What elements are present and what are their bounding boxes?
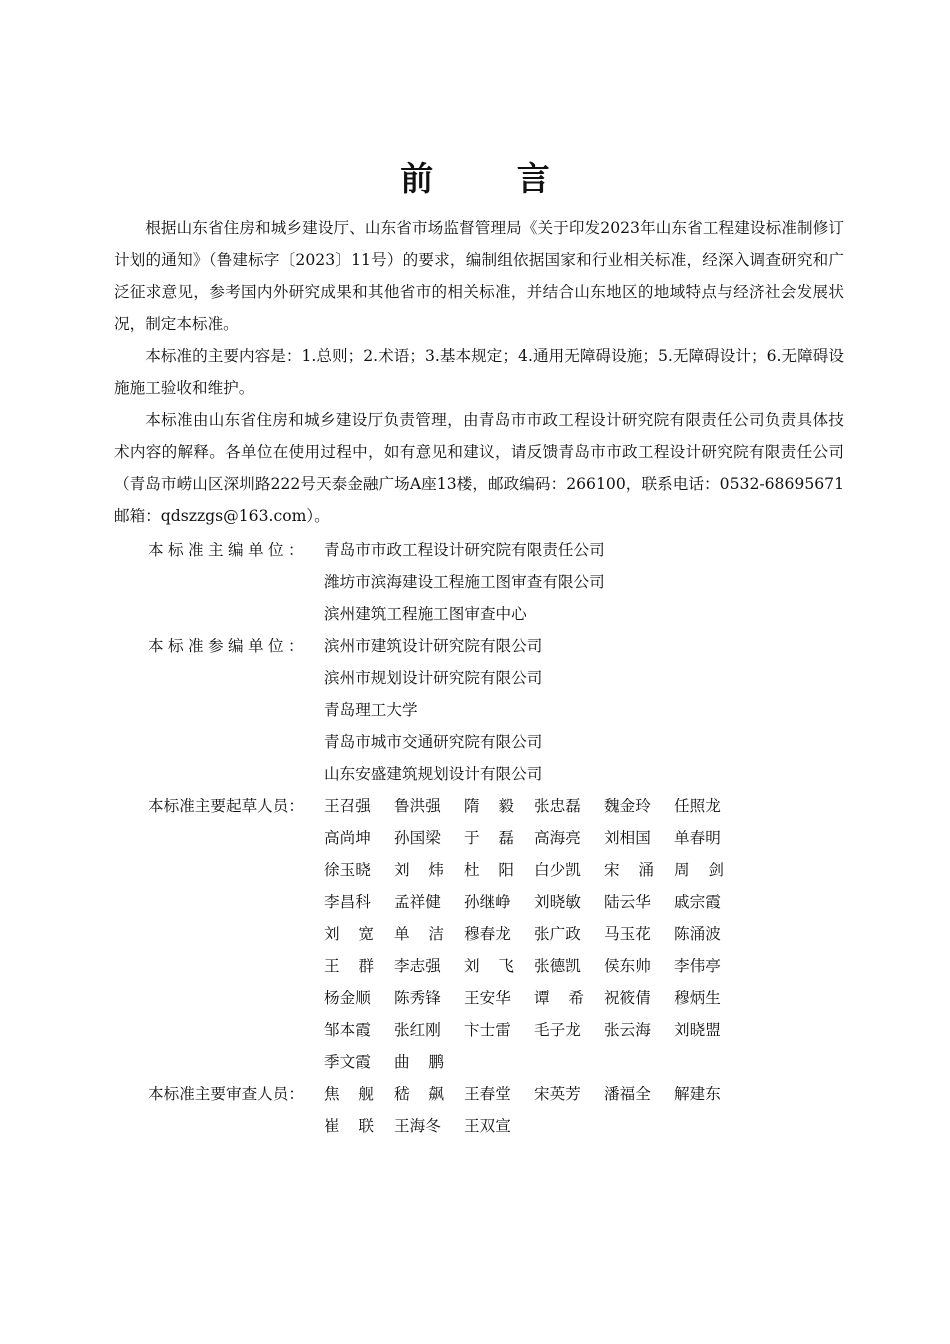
drafter-name: 陆云华 [604,893,651,911]
page-title: 前 言 [400,159,586,198]
drafter-name: 高尚坤 [324,829,371,847]
drafter-name: 孟祥健 [394,893,441,911]
drafter-name: 穆炳生 [674,989,721,1007]
drafter-name: 隋 毅 [464,797,514,815]
participating-unit: 滨州市规划设计研究院有限公司 [324,669,543,687]
drafter-name: 祝筱倩 [604,989,651,1007]
drafter-name: 高海亮 [534,829,581,847]
chief-units-row [148,534,848,630]
drafter-name: 刘 炜 [394,861,444,879]
drafter-name: 邹本霞 [324,1021,371,1039]
drafter-name: 李志强 [394,957,441,975]
reviewers-list [324,1078,754,1142]
participating-units-label: 本标准参编单位： [148,637,308,655]
drafter-name: 张红刚 [394,1021,441,1039]
chief-units-label: 本标准主编单位： [148,541,308,559]
drafter-name: 张云海 [604,1021,651,1039]
drafter-name: 王安华 [464,989,511,1007]
chief-unit: 滨州建筑工程施工图审查中心 [324,605,527,623]
drafter-name: 周 剑 [674,861,724,879]
drafter-name: 毛子龙 [534,1021,581,1039]
drafter-name: 鲁洪强 [394,797,441,815]
drafter-name: 张德凯 [534,957,581,975]
reviewers-row [148,1078,848,1142]
drafter-name: 白少凯 [534,861,581,879]
drafter-name: 张广政 [534,925,581,943]
reviewer-name: 王海冬 [394,1117,441,1135]
chief-units-list [324,534,848,630]
drafter-name: 马玉花 [604,925,651,943]
preface-body [114,212,860,532]
paragraph-contents: 本标准的主要内容是：1.总则；2.术语；3.基本规定；4.通用无障碍设施；5.无障碍设计；6.无障碍设施施工验收和维护。 [114,347,844,397]
drafter-name: 曲 鹏 [394,1053,444,1071]
chief-unit: 青岛市市政工程设计研究院有限责任公司 [324,541,605,559]
reviewer-name: 宋英芳 [534,1085,581,1103]
drafter-name: 孙继峥 [464,893,511,911]
reviewer-name: 潘福全 [604,1085,651,1103]
drafter-name: 刘 宽 [324,925,374,943]
reviewers-label: 本标准主要审查人员： [148,1085,304,1103]
credits-section [148,534,848,1142]
reviewer-name: 焦 舰 [324,1085,374,1103]
drafter-name: 谭 希 [534,989,584,1007]
paragraph-background: 根据山东省住房和城乡建设厅、山东省市场监督管理局《关于印发2023年山东省工程建设标准制修订计划的通知》（鲁建标字〔2023〕11号）的要求，编制组依据国家和行业相关标准，经深入调查研究和广泛征求意见，参考国内外研究成果和其他省市的相关标准，并结合山东地区的地域特点与经济社会发展状况，制定本标准。 [114,219,844,333]
drafter-name: 陈涌波 [674,925,721,943]
drafter-name: 卞士雷 [464,1021,511,1039]
participating-unit: 滨州市建筑设计研究院有限公司 [324,637,543,655]
reviewer-name: 嵇 飙 [394,1085,444,1103]
drafter-name: 刘相国 [604,829,651,847]
reviewer-name: 解建东 [674,1085,721,1103]
paragraph-management: 本标准由山东省住房和城乡建设厅负责管理，由青岛市市政工程设计研究院有限责任公司负责具体技术内容的解释。各单位在使用过程中，如有意见和建议，请反馈青岛市市政工程设计研究院有限责任公司（青岛市崂山区深圳路222号天泰金融广场A座13楼，邮政编码：266100，联系电话：0532-68695671 邮箱：qdszzgs@163.com）。 [114,411,860,525]
reviewer-name: 王双宣 [464,1117,511,1135]
drafter-name: 张忠磊 [534,797,581,815]
drafter-name: 魏金玲 [604,797,651,815]
reviewer-name: 王春堂 [464,1085,511,1103]
drafter-name: 孙国梁 [394,829,441,847]
participating-unit: 青岛市城市交通研究院有限公司 [324,733,543,751]
drafter-name: 陈秀锋 [394,989,441,1007]
drafter-name: 戚宗霞 [674,893,721,911]
drafter-name: 徐玉晓 [324,861,371,879]
drafter-name: 杨金顺 [324,989,371,1007]
drafter-name: 于 磊 [464,829,514,847]
drafter-name: 季文霞 [324,1053,371,1071]
drafter-name: 王召强 [324,797,371,815]
drafter-name: 李伟亭 [674,957,721,975]
drafter-name: 任照龙 [674,797,721,815]
participating-unit: 青岛理工大学 [324,701,418,719]
participating-units-list [324,630,848,790]
drafters-label: 本标准主要起草人员： [148,797,304,815]
drafter-name: 刘 飞 [464,957,514,975]
participating-unit: 山东安盛建筑规划设计有限公司 [324,765,543,783]
drafter-name: 王 群 [324,957,374,975]
drafters-row [148,790,848,1078]
drafter-name: 单 洁 [394,925,444,943]
drafter-name: 刘晓盟 [674,1021,721,1039]
drafter-name: 宋 涌 [604,861,654,879]
drafter-name: 李昌科 [324,893,371,911]
drafter-name: 侯东帅 [604,957,651,975]
drafter-name: 穆春龙 [464,925,511,943]
reviewer-name: 崔 联 [324,1117,374,1135]
participating-units-row [148,630,848,790]
drafter-name: 杜 阳 [464,861,514,879]
chief-unit: 潍坊市滨海建设工程施工图审查有限公司 [324,573,605,591]
drafter-name: 单春明 [674,829,721,847]
drafter-name: 刘晓敏 [534,893,581,911]
drafters-list [324,790,754,1078]
